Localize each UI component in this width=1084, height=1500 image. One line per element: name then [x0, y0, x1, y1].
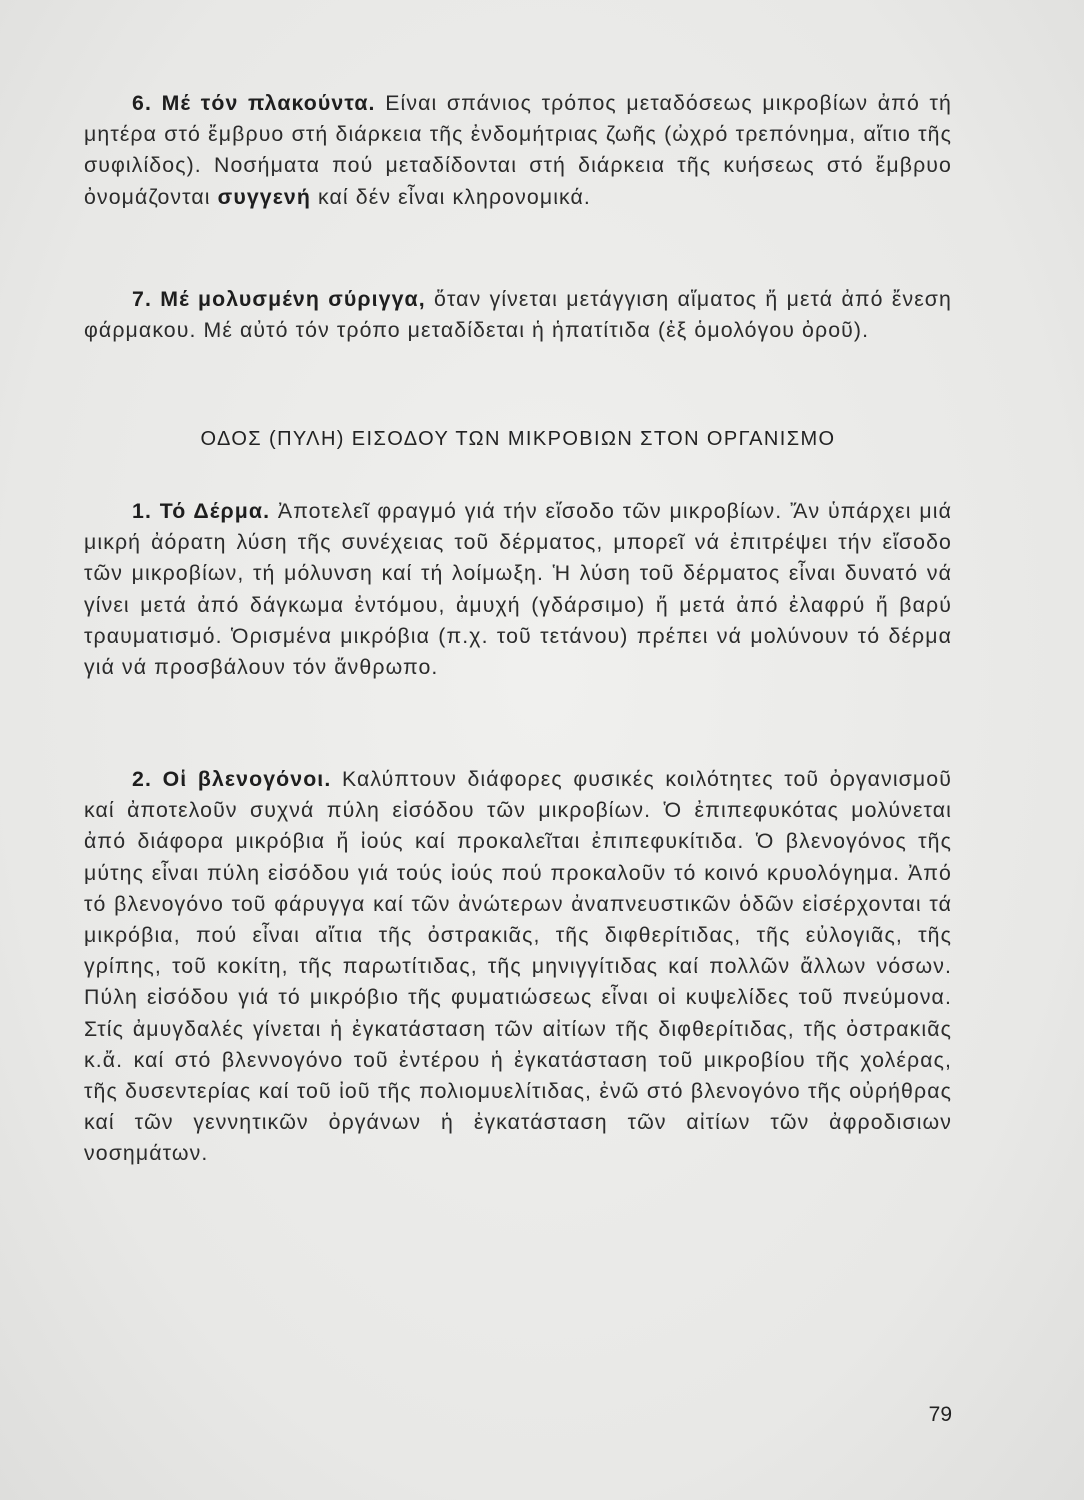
- section-heading: ΟΔΟΣ (ΠΥΛΗ) ΕΙΣΟΔΟΥ ΤΩΝ ΜΙΚΡΟΒΙΩΝ ΣΤΟΝ ΟΡΓΑΝΙΣΜΟ: [200, 428, 836, 450]
- paragraph-title: Μέ τόν πλακούντα.: [161, 91, 376, 115]
- paragraph-text-after: καί δέν εἶναι κληρονομικά.: [318, 184, 591, 209]
- emphasis-term: συγγενή: [217, 184, 311, 209]
- paragraph-title: Μέ μολυσμένη σύριγγα,: [160, 287, 426, 311]
- paragraph-number: 2.: [132, 767, 152, 791]
- paragraph-text: Καλύπτουν διάφορες φυσικές κοιλότητες τοῦ ὀργανισμοῦ καί ἀποτελοῦν συχνά πύλη εἰσόδου τῶν μικροβίων. Ὁ ἐπιπεφυκότας μολύνεται ἀπό διάφορα μικρόβια ἤ ἰούς καί προκαλεῖται ἐπιπεφυκίτιδα. Ὁ βλενογόνος τῆς μύτης εἶναι πύλη εἰσόδου γιά τούς ἰούς πού προκαλοῦν τό κοινό κρυολόγημα. Ἀπό τό βλενογόνο τοῦ φάρυγγα καί τῶν ἀνώτερων ἀναπνευστικῶν ὁδῶν εἰσέρχονται τά μικρόβια, πού εἶναι αἴτια τῆς ὀστρακιᾶς, τῆς διφθερίτιδας, τῆς εὐλογιᾶς, τῆς γρίπης, τοῦ κοκίτη, τῆς παρωτίτιδας, τῆς μηνιγγίτιδας καί πολλῶν ἄλλων νόσων. Πύλη εἰσόδου γιά τό μικρόβιο τῆς φυματιώσεως εἶναι οἱ κυψελίδες τοῦ πνεύμονα. Στίς ἀμυγδαλές γίνεται ἡ ἐγκατάσταση τῶν αἰτίων τῆς διφθερίτιδας, τῆς ὀστρακιᾶς κ.ἄ. καί στό βλεννογόνο τοῦ ἐντέρου ἡ ἐγκατάσταση τοῦ μικροβίου τῆς χολέρας, τῆς δυσεντερίας καί τοῦ ἰοῦ τῆς πολιομυελίτιδας, ἐνῶ στό βλενογόνο τῆς οὐρήθρας καί τῶν γεννητικῶν ὀργάνων ἡ ἐγκατάσταση τῶν αἰτίων τῶν ἀφροδισιων νοσημάτων.: [84, 767, 952, 1166]
- paragraph-2-mucous-membranes: [84, 764, 952, 1170]
- paragraph-7-syringe: [84, 284, 952, 346]
- paragraph-text: ὅταν γίνεται μετάγγιση αἵματος ἤ μετά ἀπό ἔνεση φάρμακου. Μέ αὐτό τόν τρόπο μεταδίδεται ἡ ἡπατίτιδα (ἐξ ὁμολόγου ὀροῦ).: [84, 287, 952, 343]
- paragraph-1-skin: [84, 496, 952, 683]
- page-number: 79: [928, 1403, 952, 1426]
- paragraph-title: Οἱ βλενογόνοι.: [162, 767, 332, 791]
- paragraph-title: Τό Δέρμα.: [159, 499, 271, 523]
- paragraph-number: 7.: [132, 287, 152, 311]
- paragraph-number: 1.: [132, 499, 152, 523]
- paragraph-6-placenta: [84, 88, 952, 213]
- paragraph-text: Είναι σπάνιος τρόπος μεταδόσεως μικροβίων ἀπό τή μητέρα στό ἔμβρυο στή διάρκεια τῆς ἐνδομήτριας ζωῆς (ὠχρό τρεπόνημα, αἴτιο τῆς συφιλίδος). Νοσήματα πού μεταδίδονται στή διάρκεια τῆς κυήσεως στό ἔμβρυο ὀνομάζονται: [84, 91, 952, 209]
- paragraph-text: Ἀποτελεῖ φραγμό γιά τήν εἴσοδο τῶν μικροβίων. Ἄν ὑπάρχει μιά μικρή ἀόρατη λύση τῆς συνέχειας τοῦ δέρματος, μπορεῖ νά ἐπιτρέψει τήν εἴσοδο τῶν μικροβίων, τή μόλυνση καί τή λοίμωξη. Ἡ λύση τοῦ δέρματος εἶναι δυνατό νά γίνει μετά ἀπό δάγκωμα ἐντόμου, ἀμυχή (γδάρσιμο) ἤ μετά ἀπό ἐλαφρύ ἤ βαρύ τραυματισμό. Ὁρισμένα μικρόβια (π.χ. τοῦ τετάνου) πρέπει νά μολύνουν τό δέρμα γιά νά προσβάλουν τόν ἄνθρωπο.: [84, 499, 952, 680]
- paragraph-number: 6.: [132, 91, 152, 115]
